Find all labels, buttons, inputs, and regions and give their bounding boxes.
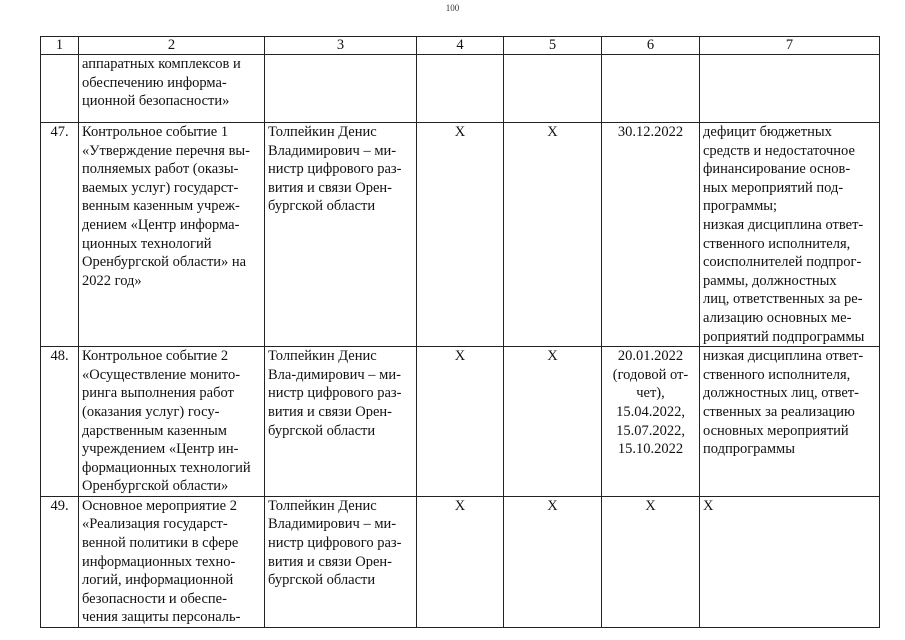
cell-line: ционной безопасности» [82, 93, 230, 110]
cell-line: подпрограммы [703, 441, 795, 458]
cell-line: ственного исполнителя, [703, 366, 851, 383]
cell-line: дарственным казенным [82, 422, 227, 439]
cell-line: Толпейкин Денис [268, 124, 377, 140]
event-cell [79, 347, 265, 497]
responsible-cell [265, 496, 417, 627]
cell-line: соисполнителей подпрог- [703, 254, 862, 271]
cell-line: основных мероприятий [703, 422, 849, 439]
cell-line: бургской области [268, 422, 376, 439]
cell-line: 20.01.2022 [617, 348, 684, 365]
cell-line: Толпейкин Денис [268, 348, 377, 365]
risks-cell [700, 123, 880, 347]
cell-line: обеспечению информа- [82, 74, 227, 91]
cell-line: Владимирович – ми- [268, 142, 397, 159]
cell-line: чения защиты персональ- [82, 609, 241, 626]
cell-line: дением «Центр информа- [82, 216, 240, 233]
cell-line: логий, информационной [82, 572, 234, 589]
header-cell: 6 [602, 37, 700, 55]
cell-line: X [645, 497, 656, 514]
cell-line: бургской области [268, 198, 376, 215]
responsible-cell [265, 123, 417, 347]
column-4-cell [417, 55, 504, 123]
date-cell [602, 347, 700, 497]
page-number: 100 [445, 3, 460, 13]
cell-line: Контрольное событие 1 [82, 124, 229, 140]
cell-line: нистр цифрового раз- [268, 535, 402, 552]
cell-line: ственного исполнителя, [703, 235, 851, 252]
cell-line: учреждением «Центр ин- [82, 441, 239, 458]
header-row [41, 37, 880, 55]
responsible-cell [265, 347, 417, 497]
responsible-cell [265, 55, 417, 123]
cell-line: «Реализация государст- [82, 516, 228, 533]
cell-line: Вла-димирович – ми- [268, 366, 401, 383]
cell-line: ционных технологий [82, 235, 212, 252]
cell-line: Владимирович – ми- [268, 516, 397, 533]
cell-line: «Утверждение перечня вы- [82, 142, 250, 159]
cell-line: 15.04.2022, [616, 403, 685, 420]
header-cell: 3 [265, 37, 417, 55]
risks-cell [700, 55, 880, 123]
table-body [41, 55, 880, 628]
header-cell: 1 [41, 37, 79, 55]
column-4-cell: X [417, 123, 504, 347]
cell-line: роприятий подпрограммы [703, 328, 865, 345]
row-number-cell: 47. [41, 123, 79, 347]
cell-line: ных мероприятий под- [703, 179, 844, 196]
cell-line: раммы, должностных [703, 272, 837, 289]
header-cell: 5 [504, 37, 602, 55]
table-row [41, 496, 880, 627]
cell-line: средств и недостаточное [703, 142, 855, 159]
event-cell [79, 55, 265, 123]
header-cell: 2 [79, 37, 265, 55]
cell-line: Оренбургской области» [82, 478, 229, 495]
column-5-cell: X [504, 123, 602, 347]
date-cell [602, 496, 700, 627]
cell-line: лиц, ответственных за ре- [703, 291, 863, 308]
table-row [41, 55, 880, 123]
cell-line: венной политики в сфере [82, 535, 239, 552]
table-row [41, 347, 880, 497]
cell-line: низкая дисциплина ответ- [703, 348, 864, 365]
cell-line: 15.10.2022 [617, 441, 684, 458]
column-4-cell: X [417, 496, 504, 627]
cell-line: ринга выполнения работ [82, 385, 234, 402]
risks-cell [700, 347, 880, 497]
cell-line: низкая дисциплина ответ- [703, 216, 864, 233]
header-cell: 7 [700, 37, 880, 55]
cell-line: полняемых работ (оказы- [82, 161, 239, 178]
cell-line: чет), [636, 385, 665, 402]
cell-line: безопасности и обеспе- [82, 590, 227, 607]
cell-line: 15.07.2022, [616, 422, 685, 439]
cell-line: ственных за реализацию [703, 403, 855, 420]
column-5-cell: X [504, 347, 602, 497]
cell-line: аппаратных комплексов и [82, 56, 241, 72]
cell-line: ваемых услуг) государст- [82, 179, 239, 196]
row-number-cell [41, 55, 79, 123]
risks-cell [700, 496, 880, 627]
event-cell [79, 123, 265, 347]
cell-line: бургской области [268, 572, 376, 589]
cell-line: венным казенным учреж- [82, 198, 240, 215]
column-5-cell [504, 55, 602, 123]
cell-line: нистр цифрового раз- [268, 385, 402, 402]
cell-line: вития и связи Орен- [268, 403, 393, 420]
row-number-cell: 48. [41, 347, 79, 497]
cell-line: 2022 год» [82, 272, 142, 289]
cell-line: вития и связи Орен- [268, 179, 393, 196]
cell-line: нистр цифрового раз- [268, 161, 402, 178]
cell-line: Контрольное событие 2 [82, 348, 229, 365]
cell-line: Основное мероприятие 2 [82, 497, 237, 514]
date-cell [602, 55, 700, 123]
plan-table [40, 36, 880, 628]
cell-line: вития и связи Орен- [268, 553, 393, 570]
cell-line: ализацию основных ме- [703, 309, 852, 326]
date-cell [602, 123, 700, 347]
cell-line: «Осуществление монито- [82, 366, 241, 383]
column-5-cell: X [504, 496, 602, 627]
table-row [41, 123, 880, 347]
cell-line: должностных лиц, ответ- [703, 385, 859, 402]
column-4-cell: X [417, 347, 504, 497]
cell-line: (годовой от- [612, 366, 689, 383]
cell-line: финансирование основ- [703, 161, 851, 178]
cell-line: 30.12.2022 [617, 124, 684, 140]
cell-line: Толпейкин Денис [268, 497, 377, 514]
cell-line: информационных техно- [82, 553, 236, 570]
cell-line: дефицит бюджетных [703, 124, 832, 140]
cell-line: (оказания услуг) госу- [82, 403, 220, 420]
cell-line: формационных технологий [82, 459, 251, 476]
row-number-cell: 49. [41, 496, 79, 627]
cell-line: программы; [703, 198, 778, 215]
cell-line: Оренбургской области» на [82, 254, 247, 271]
header-cell: 4 [417, 37, 504, 55]
cell-line: X [703, 497, 714, 514]
event-cell [79, 496, 265, 627]
